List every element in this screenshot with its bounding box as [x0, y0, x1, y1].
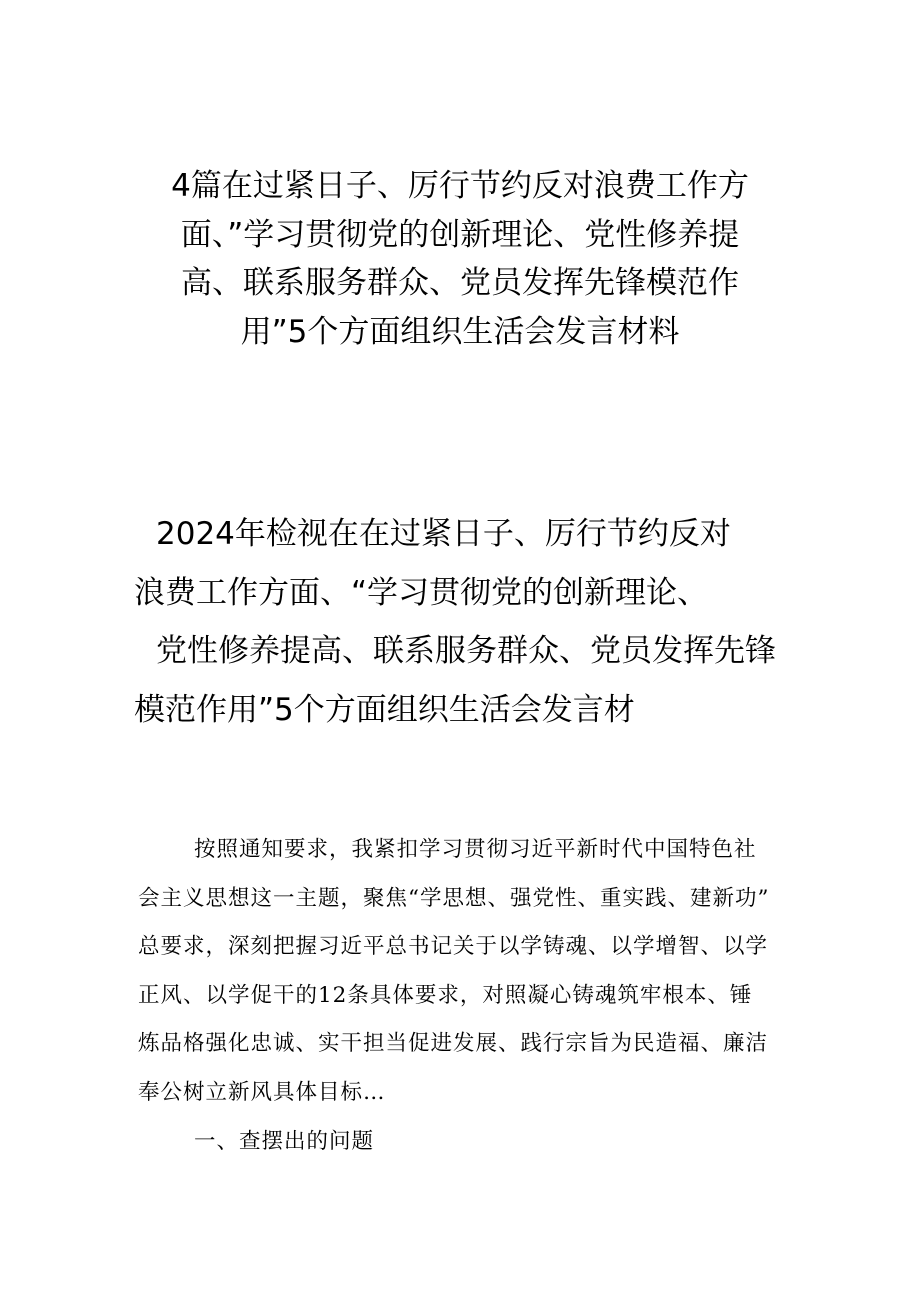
cover-title [130, 162, 790, 356]
section-heading: 一、查摆出的问题 [194, 1129, 375, 1154]
document-title-line: 浪费工作方面、“学习贯彻党的创新理论、 [134, 574, 709, 611]
paragraph-line: 会主义思想这一主题，聚焦“学思想、强党性、重实践、建新功” [138, 885, 770, 911]
cover-title-line: 用”5个方面组织生活会发言材料 [240, 313, 680, 350]
intro-paragraph [138, 826, 790, 1118]
document-title-line: 2024年检视在在过紧日子、厉行节约反对 [156, 516, 731, 552]
paragraph-line: 按照通知要求，我紧扣学习贯彻习近平新时代中国特色社 [194, 837, 757, 862]
document-title-line: 模范作用”5个方面组织生活会发言材 [134, 691, 635, 728]
document-title-line: 党性修养提高、联系服务群众、党员发挥先锋 [156, 633, 776, 669]
document-title [134, 505, 834, 739]
paragraph-line: 奉公树立新风具体目标… [138, 1079, 386, 1105]
paragraph-line: 总要求，深刻把握习近平总书记关于以学铸魂、以学增智、以学 [138, 934, 769, 960]
cover-title-line: 4篇在过紧日子、厉行节约反对浪费工作方 [171, 168, 749, 204]
cover-title-line: 高、联系服务群众、党员发挥先锋模范作 [181, 265, 739, 301]
cover-title-line: 面、”学习贯彻党的创新理论、党性修养提 [180, 216, 740, 253]
paragraph-line: 正风、以学促干的12条具体要求，对照凝心铸魂筑牢根本、锤 [138, 982, 753, 1008]
paragraph-line: 炼品格强化忠诚、实干担当促进发展、践行宗旨为民造福、廉洁 [138, 1031, 769, 1057]
